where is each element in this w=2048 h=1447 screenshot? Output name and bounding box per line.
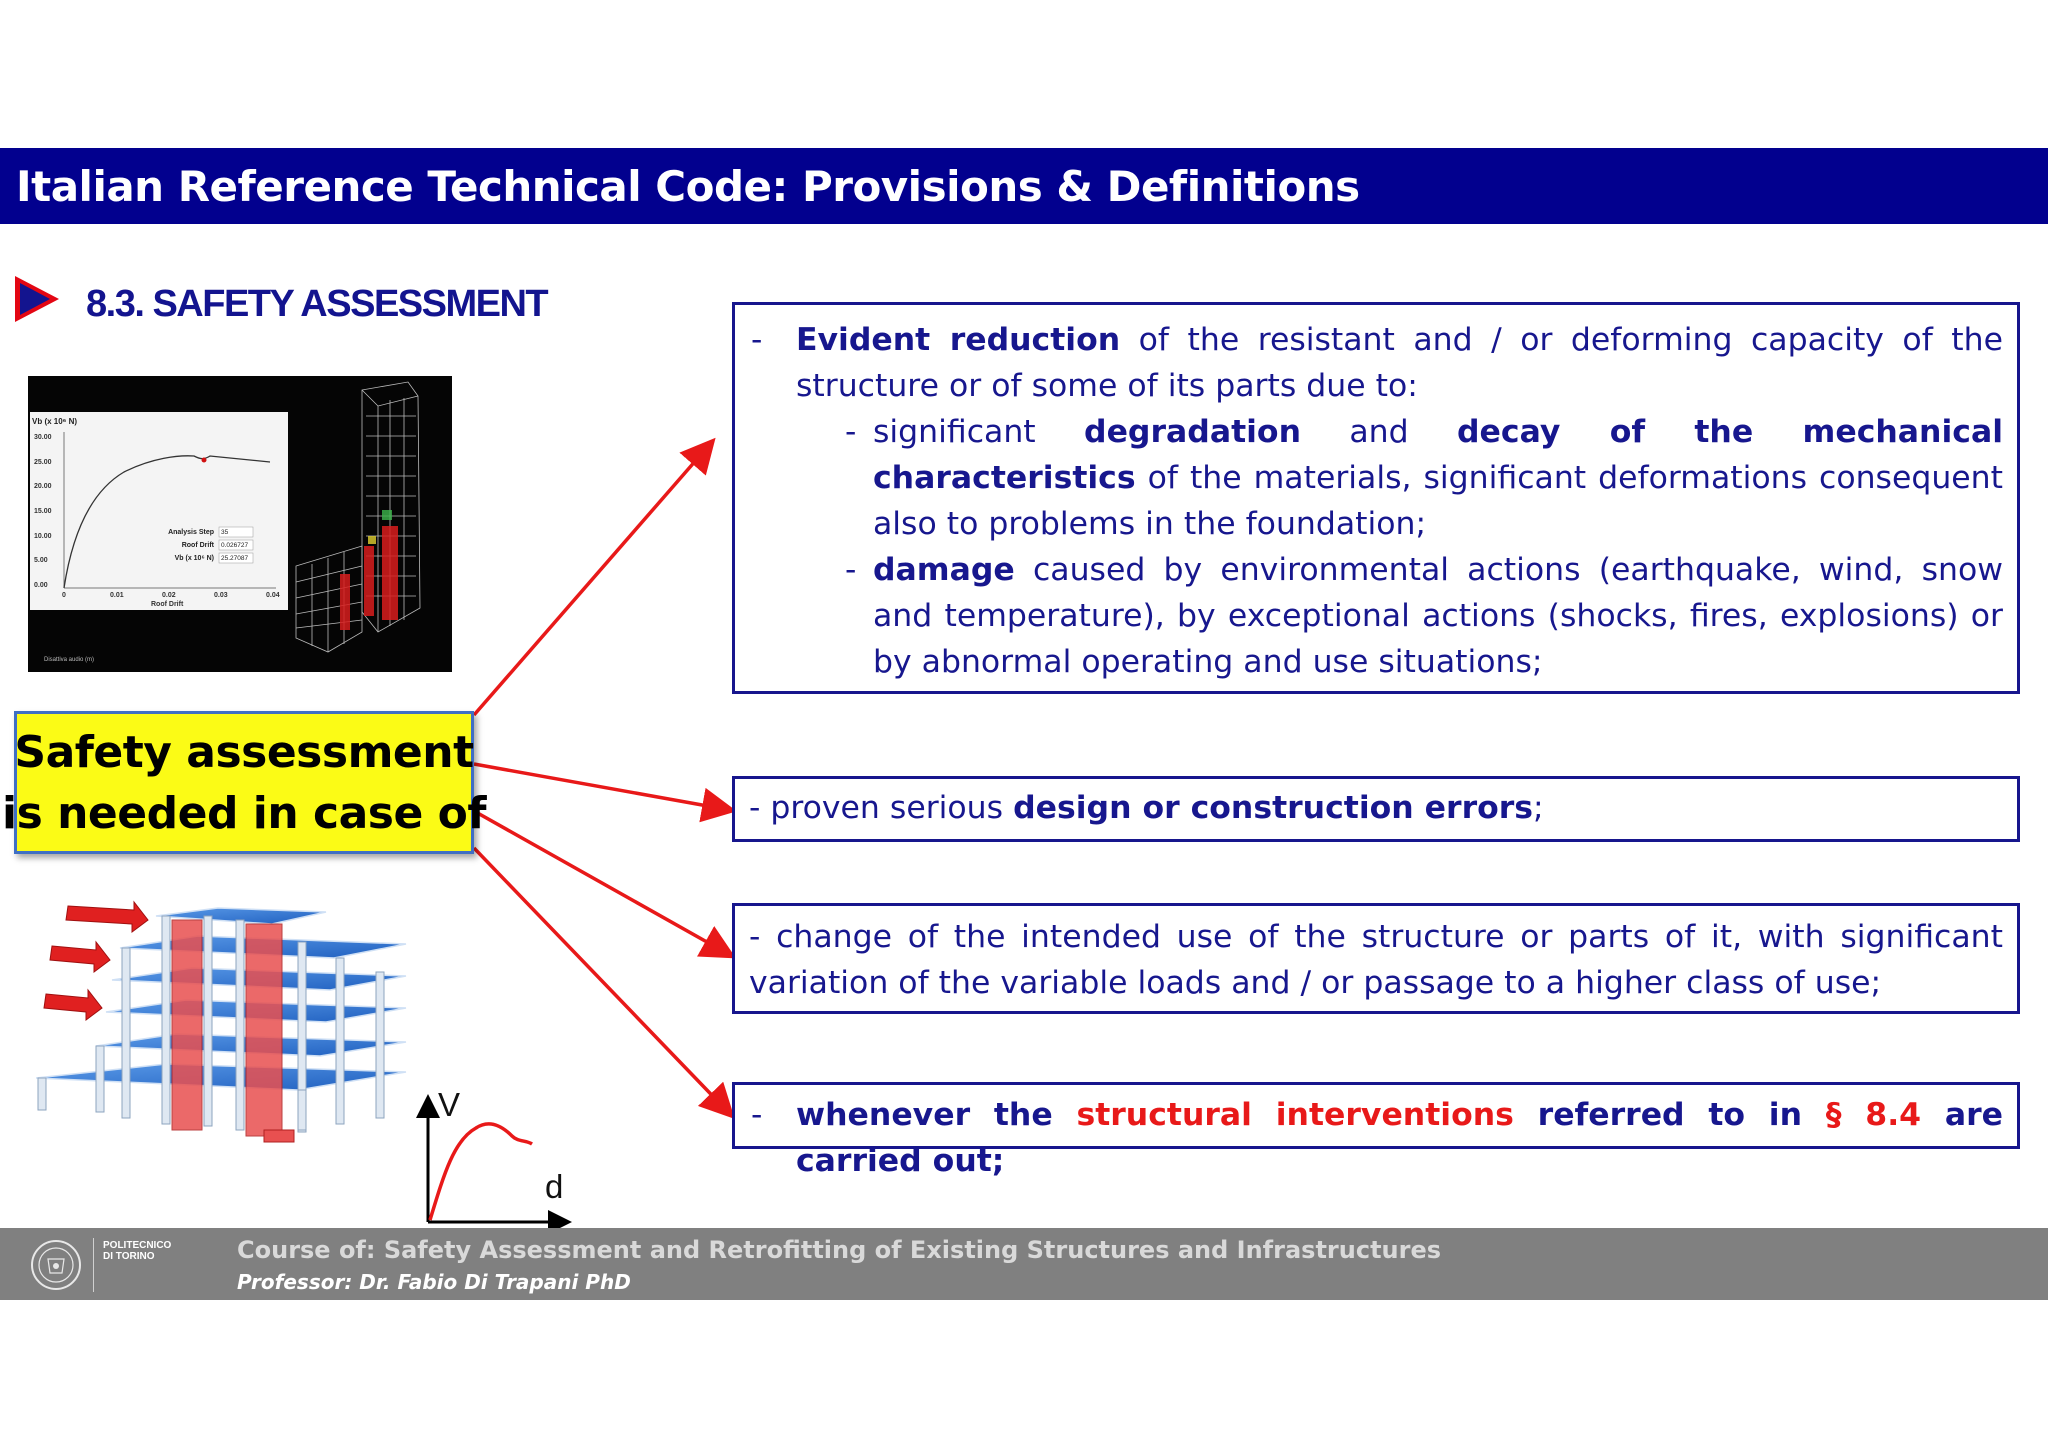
d-axis-label: d <box>545 1168 564 1205</box>
course-title: Course of: Safety Assessment and Retrofitting of Existing Structures and Infrastructures <box>237 1236 1442 1264</box>
reduction-text: of the resistant and / or deforming capacity of the structure or of some of its parts due to: <box>796 322 2003 404</box>
degradation-sub-bullet <box>749 409 2003 547</box>
info-value: 35 <box>221 529 229 536</box>
reduction-bullet <box>749 317 2003 409</box>
v-axis-label: V <box>438 1086 461 1123</box>
footer-separator <box>93 1238 94 1292</box>
info-value: 25.27087 <box>221 555 249 562</box>
professor-name: Professor: Dr. Fabio Di Trapani PhD <box>237 1270 631 1294</box>
damage-detail-text: caused by environmental actions (earthquake, wind, snow and temperature), by exceptional actions (shocks, fires, explosions) or by abnormal operating and use situations; <box>873 552 2003 680</box>
pushover-y-tick: 20.00 <box>34 483 52 490</box>
pushover-x-tick: 0.04 <box>266 592 280 599</box>
info-label: Roof Drift <box>181 542 214 549</box>
sub-bullet-dash: - <box>845 414 857 450</box>
damage-sub-bullet <box>749 547 2003 685</box>
errors-post-text: ; <box>1533 790 1544 826</box>
safety-assessment-callout <box>2 711 486 854</box>
errors-bold-text: design or construction errors <box>1013 790 1534 826</box>
case-box-change-of-use <box>732 903 2020 1014</box>
case-box-reduction <box>732 302 2020 694</box>
university-seal-icon <box>30 1239 82 1291</box>
interventions-bullet <box>749 1092 2003 1184</box>
evident-reduction-text: Evident reduction <box>796 322 1121 358</box>
pushover-y-tick: 5.00 <box>34 557 48 564</box>
callout-line-2: is needed in case of <box>2 787 486 839</box>
sub1-mid-text: and <box>1301 414 1457 450</box>
footer-bar <box>0 1228 2048 1300</box>
bullet-dash: - <box>751 322 763 358</box>
pushover-y-tick: 0.00 <box>34 582 48 589</box>
degradation-text: degradation <box>1084 414 1301 450</box>
damage-text: damage <box>873 552 1015 588</box>
institution-name <box>103 1240 171 1262</box>
pushover-x-tick: 0.02 <box>162 592 176 599</box>
callout-line-1: Safety assessment <box>14 726 474 778</box>
sub1-post-text: of the materials, significant deformations consequent also to problems in the foundation; <box>873 460 2003 542</box>
building-frame-illustration <box>36 876 416 1152</box>
section-heading: 8.3. SAFETY ASSESSMENT <box>86 283 548 325</box>
pushover-x-label: Roof Drift <box>151 601 184 608</box>
pushover-y-tick: 15.00 <box>34 508 52 515</box>
sub-bullet-dash: - <box>845 552 857 588</box>
status-text: Disattiva audio (m) <box>44 657 95 663</box>
pushover-x-tick: 0.03 <box>214 592 228 599</box>
bullet-dash: - <box>751 1097 763 1133</box>
pushover-y-tick: 10.00 <box>34 533 52 540</box>
info-label: Vb (x 10⁶ N) <box>174 555 214 562</box>
pushover-x-tick: 0 <box>62 592 66 599</box>
info-value: 0.026727 <box>221 542 249 549</box>
pushover-y-label: Vb (x 10⁶ N) <box>32 417 78 426</box>
mechanical-decay-text: decay of the mechanical characteristics <box>873 414 2003 496</box>
section-reference-text: § 8.4 <box>1825 1097 1922 1133</box>
institution-line-1: POLITECNICO <box>103 1240 172 1251</box>
institution-line-2: DI TORINO <box>103 1251 155 1262</box>
interventions-mid-text: referred to in <box>1513 1097 1826 1133</box>
pushover-y-tick: 30.00 <box>34 434 52 441</box>
structural-interventions-text: structural interventions <box>1076 1097 1514 1133</box>
pushover-y-tick: 25.00 <box>34 459 52 466</box>
interventions-pre-text: whenever the <box>796 1097 1077 1133</box>
info-label: Analysis Step <box>168 529 214 536</box>
case-box-errors <box>732 776 2020 842</box>
interventions-post-text: are carried out; <box>796 1097 2003 1179</box>
change-of-use-text: - change of the intended use of the structure or parts of it, with significant variation of the variable loads and / or passage to a higher class of use; <box>749 919 2003 1001</box>
lateral-load-arrows <box>44 902 148 1020</box>
case-box-interventions <box>732 1082 2020 1179</box>
errors-pre-text: - proven serious <box>749 790 1014 826</box>
pushover-x-tick: 0.01 <box>110 592 124 599</box>
sub1-pre-text: significant <box>873 414 1085 450</box>
slide-title: Italian Reference Technical Code: Provisions & Definitions <box>16 162 1360 211</box>
